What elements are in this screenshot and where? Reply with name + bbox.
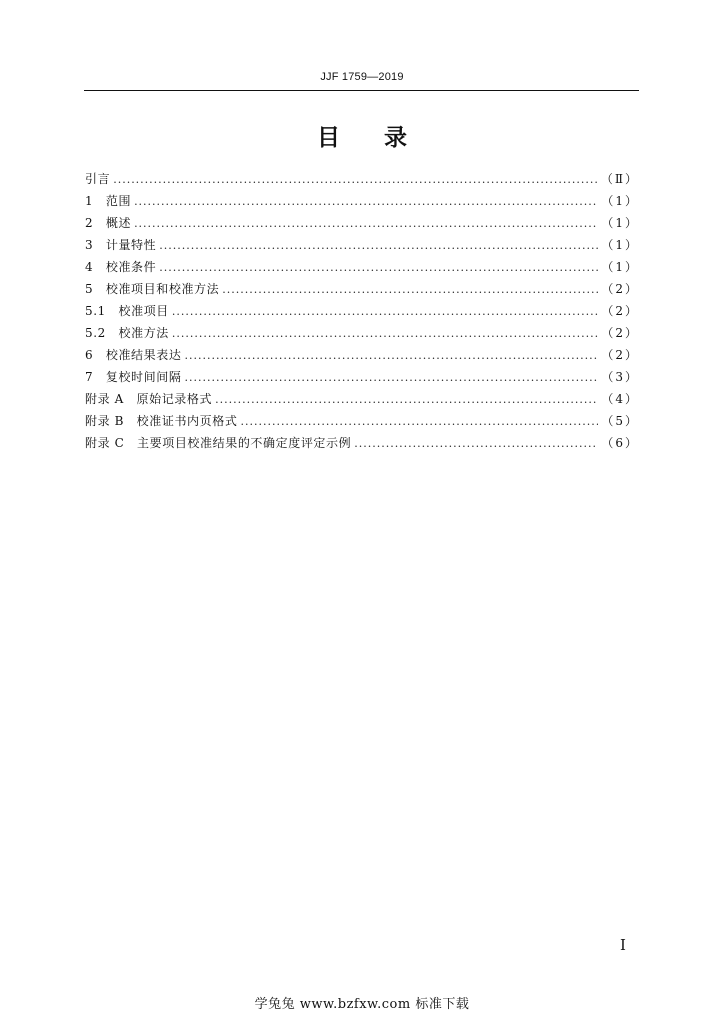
toc-entry-page: （5） [601, 414, 639, 428]
leader-dots [240, 411, 598, 433]
toc-entry-label: 校准项目 [118, 304, 169, 318]
toc-entry-label: 校准证书内页格式 [136, 414, 238, 428]
toc-entry-label: 计量特性 [105, 238, 157, 252]
toc-entry-label-group [85, 256, 156, 278]
toc-entry-6[interactable] [85, 344, 639, 366]
toc-entry-number: 附录 C [85, 436, 125, 450]
toc-title-char-1: 目 [317, 124, 340, 151]
toc-entry-label: 引言 [85, 172, 111, 186]
leader-dots [134, 213, 598, 235]
toc-entry-5-1[interactable] [85, 300, 639, 322]
toc-entry-label: 校准条件 [105, 260, 157, 274]
toc-entry-page: （2） [601, 326, 639, 340]
toc-entry-label-group [85, 344, 181, 366]
toc-entry-label-group [85, 278, 219, 300]
toc-entry-number: 5.2 [85, 326, 106, 340]
toc-entry-7[interactable] [85, 366, 639, 388]
toc-entry-label-group [85, 410, 237, 432]
toc-entry-number: 6 [85, 348, 94, 362]
footer-watermark: 学兔兔 www.bzfxw.com 标准下载 [254, 997, 470, 1012]
toc-entry-label: 原始记录格式 [136, 392, 213, 406]
toc-entry-2[interactable] [85, 212, 639, 234]
toc-entry-label-group [85, 300, 169, 322]
toc-entry-label: 校准结果表达 [105, 348, 182, 362]
toc-entry-appendix-a[interactable] [85, 388, 639, 410]
toc-entry-3[interactable] [85, 234, 639, 256]
toc-entry-number: 3 [85, 238, 94, 252]
leader-dots [159, 257, 598, 279]
toc-entry-5-2[interactable] [85, 322, 639, 344]
leader-dots [159, 235, 598, 257]
toc-entry-label-group [85, 322, 169, 344]
toc-entry-label-group [85, 190, 131, 212]
toc-entry-page: （Ⅱ） [600, 172, 639, 186]
toc-entry-label-group [85, 366, 181, 388]
toc-entry-4[interactable] [85, 256, 639, 278]
page-number: I [620, 936, 626, 954]
leader-dots [172, 301, 598, 323]
toc-entry-number: 附录 A [85, 392, 124, 406]
leader-dots [184, 367, 598, 389]
toc-entry-5[interactable] [85, 278, 639, 300]
toc-entry-number: 2 [85, 216, 94, 230]
leader-dots [113, 169, 598, 191]
toc-entry-page: （4） [601, 392, 639, 406]
toc-entry-label: 概述 [105, 216, 132, 230]
toc-entry-page: （1） [601, 260, 639, 274]
header-rule [84, 90, 639, 91]
toc-title-char-2: 录 [384, 124, 407, 151]
toc-entry-number: 5.1 [85, 304, 106, 318]
toc-entry-label-group [85, 212, 131, 234]
toc-entry-appendix-c[interactable] [85, 432, 639, 454]
leader-dots [222, 279, 598, 301]
toc-entry-label: 复校时间间隔 [105, 370, 182, 384]
toc-entry-label-group [85, 388, 212, 410]
toc-title [0, 119, 724, 152]
toc-entry-appendix-b[interactable] [85, 410, 639, 432]
toc-entry-number: 5 [85, 282, 94, 296]
toc-entry-label: 范围 [105, 194, 132, 208]
toc-entry-page: （2） [601, 282, 639, 296]
toc-entry-page: （2） [601, 304, 639, 318]
leader-dots [184, 345, 598, 367]
leader-dots [215, 389, 598, 411]
toc-entry-page: （1） [601, 216, 639, 230]
leader-dots [134, 191, 598, 213]
toc-entry-page: （3） [601, 370, 639, 384]
toc-entry-label-group [85, 432, 351, 454]
toc-entry-label-group [85, 234, 156, 256]
toc-list [85, 168, 639, 454]
toc-entry-number: 附录 B [85, 414, 125, 428]
toc-entry-number: 1 [85, 194, 94, 208]
toc-entry-label: 校准方法 [118, 326, 169, 340]
toc-entry-page: （1） [601, 194, 639, 208]
toc-entry-label: 校准项目和校准方法 [105, 282, 220, 296]
toc-entry-1[interactable] [85, 190, 639, 212]
toc-entry-page: （2） [601, 348, 639, 362]
toc-entry-number: 7 [85, 370, 94, 384]
leader-dots [172, 323, 598, 345]
toc-entry-page: （1） [601, 238, 639, 252]
toc-entry-number: 4 [85, 260, 94, 274]
toc-entry-label: 主要项目校准结果的不确定度评定示例 [137, 436, 352, 450]
toc-entry-intro[interactable] [85, 168, 639, 190]
standard-code-header: JJF 1759—2019 [320, 71, 404, 83]
toc-entry-page: （6） [601, 436, 639, 450]
leader-dots [354, 433, 598, 455]
